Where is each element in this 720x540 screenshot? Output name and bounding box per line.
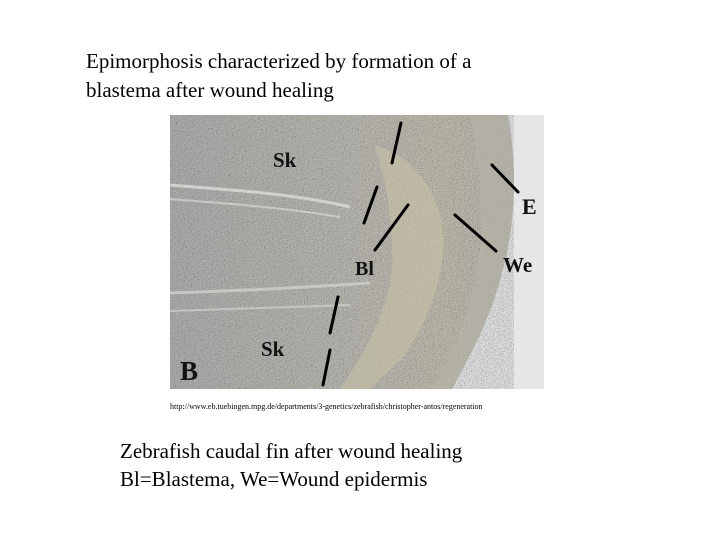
caption-line-1: Zebrafish caudal fin after wound healing <box>120 439 463 463</box>
label-we: We <box>503 253 533 277</box>
slide-title-line-2: blastema after wound healing <box>86 78 334 102</box>
label-bl: Bl <box>355 258 374 280</box>
caption <box>120 437 620 493</box>
caption-line-2: Bl=Blastema, We=Wound epidermis <box>120 467 428 491</box>
fin-micrograph <box>170 115 544 389</box>
label-sk-top: Sk <box>273 148 297 172</box>
label-e: E <box>522 194 537 219</box>
label-panel-b: B <box>180 356 199 386</box>
slide-title <box>86 47 566 105</box>
label-sk-bottom: Sk <box>261 337 285 361</box>
slide-title-line-1: Epimorphosis characterized by formation of a <box>86 49 472 73</box>
source-url: http://www.eb.tuebingen.mpg.de/departments/3-genetics/zebrafish/christopher-antos/regeneration <box>170 402 483 411</box>
